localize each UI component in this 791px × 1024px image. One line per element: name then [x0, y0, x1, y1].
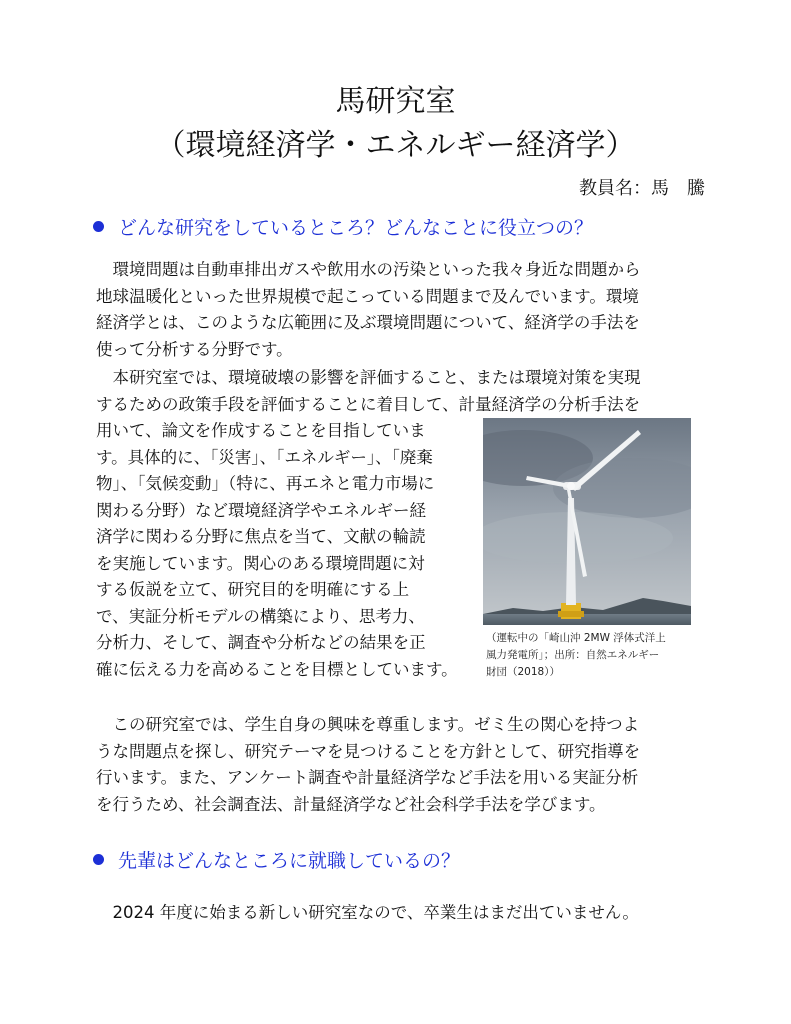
- section-heading-careers-text: 先輩はどんなところに就職しているの？: [118, 850, 461, 872]
- wind-turbine-photo: [483, 418, 691, 625]
- text-line: 行います。また、アンケート調査や計量経済学など手法を用いる実証分析: [96, 768, 639, 787]
- paragraph-careers: [96, 900, 639, 927]
- paragraph-intro: [96, 257, 641, 363]
- text-line: するための政策手段を評価することに着目して、計量経済学の分析手法を: [96, 394, 641, 414]
- text-line: 確に伝える力を高めることを目標としています。: [96, 659, 458, 679]
- text-line: 物」、「気候変動」（特に、再エネと電力市場に: [96, 474, 435, 493]
- teacher-name: 教員名：馬 騰: [579, 178, 705, 199]
- text-line: 地球温暖化といった世界規模で起こっている問題まで及んでいます。環境: [96, 286, 639, 306]
- section-heading-research-text: どんな研究をしているところ？どんなことに役立つの？: [118, 217, 594, 239]
- text-line: する仮説を立て、研究目的を明確にする上: [96, 580, 410, 599]
- caption-line: 風力発電所」；出所：自然エネルギー: [486, 649, 660, 661]
- caption-line: 財団（2018））: [486, 666, 560, 678]
- text-line: を実施しています。関心のある環境問題に対: [96, 553, 425, 573]
- text-line: 済学に関わる分野に焦点を当て、文献の輪読: [96, 527, 426, 546]
- text-line: 関わる分野）など環境経済学やエネルギー経: [96, 500, 426, 520]
- page-title: 馬研究室: [335, 84, 456, 119]
- bullet-dot-icon: [93, 854, 104, 865]
- photo-caption: [486, 630, 701, 681]
- paragraph-guidance: [96, 712, 640, 818]
- text-line: 使って分析する分野です。: [96, 339, 293, 359]
- caption-line: （運転中の「崎山沖 2MW 浮体式洋上: [486, 632, 666, 644]
- wind-turbine-image: [483, 418, 691, 625]
- section-heading-research: [93, 214, 593, 242]
- page-subtitle: （環境経済学・エネルギー経済学）: [155, 128, 636, 163]
- section-heading-careers: [93, 847, 460, 875]
- text-line: この研究室では、学生自身の興味を尊重します。ゼミ生の関心を持つよ: [96, 715, 640, 734]
- text-line: 経済学とは、このような広範囲に及ぶ環境問題について、経済学の手法を: [96, 313, 640, 332]
- bullet-dot-icon: [93, 221, 104, 232]
- text-line: うな問題点を探し、研究テーマを見つけることを方針として、研究指導を: [96, 741, 641, 761]
- text-line: 用いて、論文を作成することを目指していま: [96, 421, 426, 440]
- text-line: で、実証分析モデルの構築により、思考力、: [96, 606, 425, 626]
- text-line: 分析力、そして、調査や分析などの結果を正: [96, 633, 426, 652]
- text-line: 2024 年度に始まる新しい研究室なので、卒業生はまだ出ていません。: [96, 903, 639, 922]
- text-line: す。具体的に、「災害」、「エネルギー」、「廃棄: [96, 447, 433, 467]
- text-line: 環境問題は自動車排出ガスや飲用水の汚染といった我々身近な問題から: [96, 260, 641, 279]
- text-line: を行うため、社会調査法、計量経済学など社会科学手法を学びます。: [96, 794, 606, 814]
- text-line: 本研究室では、環境破壊の影響を評価すること、または環境対策を実現: [96, 368, 641, 387]
